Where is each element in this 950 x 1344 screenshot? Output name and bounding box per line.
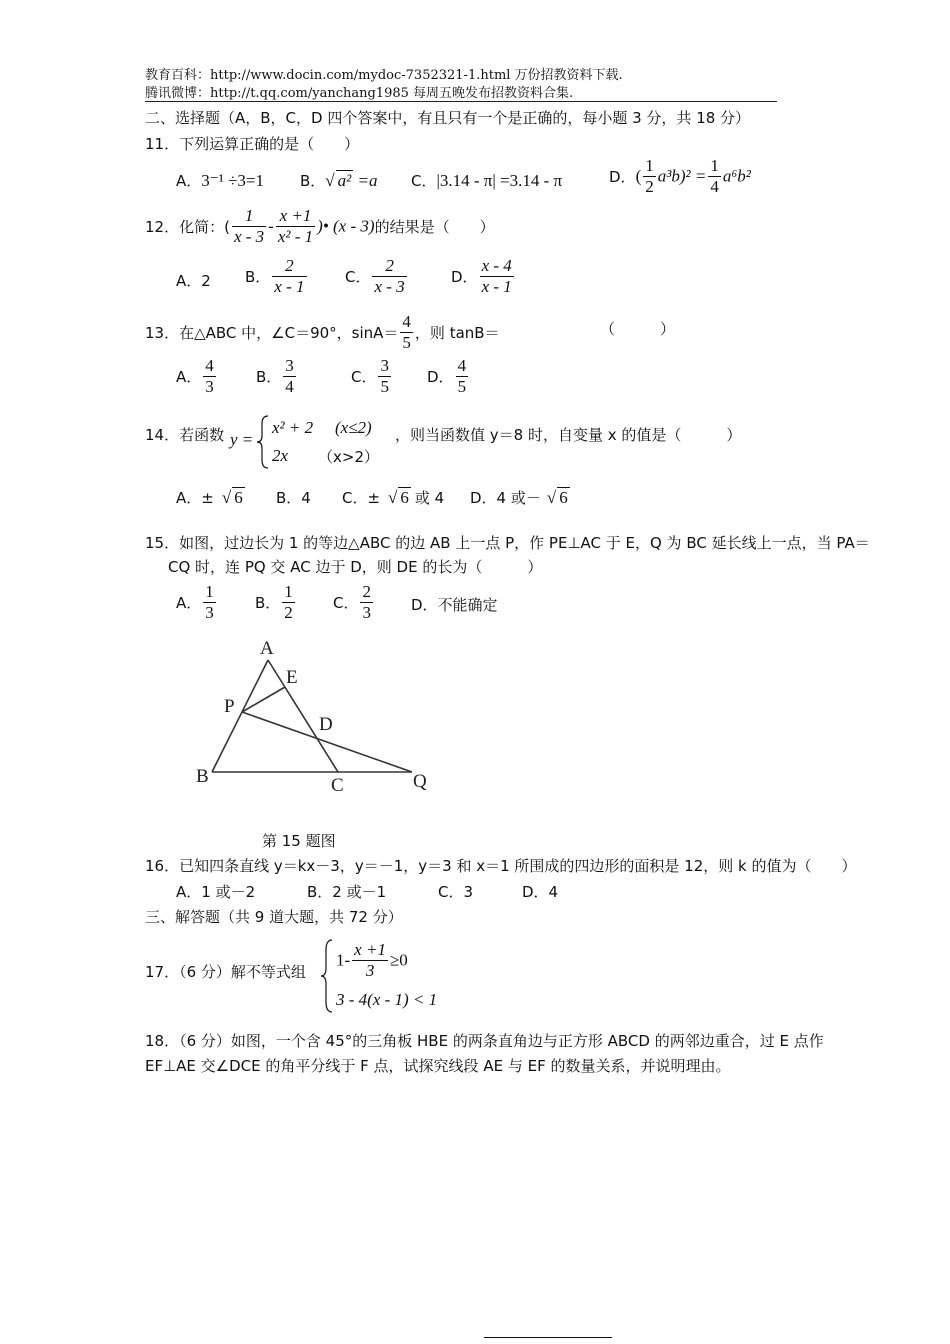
q14-c-tail: 或 4 xyxy=(414,489,445,507)
q13-option-d xyxy=(427,356,470,397)
q14-stem-end: ，则当函数值 y＝8 时，自变量 x 的值是（ ） xyxy=(395,426,742,444)
q13-option-b xyxy=(256,356,298,397)
q17-stem: 17．（6 分）解不等式组 xyxy=(145,963,306,981)
q12-f2-den: x² - 1 xyxy=(277,227,314,246)
q11-stem: 11．下列运算正确的是（ ） xyxy=(145,135,360,153)
footer-rule xyxy=(484,1337,612,1338)
q12-stem-end: )• (x - 3) xyxy=(317,216,375,236)
q15-c-den: 3 xyxy=(362,603,371,622)
q15-option-b xyxy=(255,582,297,623)
q15-c-label: C． xyxy=(333,594,359,612)
q11-option-d xyxy=(609,156,751,197)
q12-minus: - xyxy=(268,216,274,236)
q11-d-end: a⁶b² xyxy=(722,166,751,186)
q16-option-b: B．2 或－1 xyxy=(307,883,387,901)
q12-b-num: 2 xyxy=(272,256,306,277)
q16-option-a: A．1 或－2 xyxy=(176,883,256,901)
q12-b-label: B． xyxy=(245,268,271,286)
q11-d-den2: 4 xyxy=(710,177,719,196)
q14-d-rad: 6 xyxy=(559,488,568,507)
fig-label-b: B xyxy=(196,766,209,787)
q14-cond1: (x≤2) xyxy=(335,418,372,437)
q11-d-den: 2 xyxy=(645,177,654,196)
fig-label-a: A xyxy=(260,638,274,659)
q14-option-c: C．± √ 6 或 4 xyxy=(342,488,445,507)
q14-cond2: （x>2） xyxy=(318,448,379,466)
q11-b-rest: =a xyxy=(353,171,378,190)
q13-option-c xyxy=(351,356,393,397)
q17-l1-end: ≥0 xyxy=(389,950,408,970)
q11-d-label: D． xyxy=(609,168,636,186)
q18-line-2: EF⊥AE 交∠DCE 的角平分线于 F 点，试探究线段 AE 与 EF 的数量关系，并说明理由。 xyxy=(145,1057,731,1075)
q15-option-c xyxy=(333,582,375,623)
q12-d-num: x - 4 xyxy=(481,256,512,275)
q11-option-c xyxy=(411,170,562,191)
q12-stem-start: 12．化简：( xyxy=(145,218,230,236)
fig-label-q: Q xyxy=(413,771,427,792)
q12-c-num: 2 xyxy=(372,256,406,277)
q12-f2-num: x +1 xyxy=(276,206,315,227)
q16-option-c: C．3 xyxy=(438,883,474,901)
q15-a-den: 3 xyxy=(205,603,214,622)
q12-stem-tail: 的结果是（ ） xyxy=(374,218,495,236)
q13-stem xyxy=(145,312,500,353)
q12-c-label: C． xyxy=(345,268,371,286)
q14-a-label: A．± xyxy=(176,489,214,507)
q11-a-label: A． xyxy=(176,172,202,190)
q11-b-label: B． xyxy=(300,172,326,190)
q13-s-den: 5 xyxy=(402,333,411,352)
q18-line-1: 18．（6 分）如图，一个含 45°的三角板 HBE 的两条直角边与正方形 ABCD 的两邻边重合，过 E 点作 xyxy=(145,1032,824,1050)
q15-c-num: 2 xyxy=(362,582,371,601)
q12-option-c xyxy=(345,256,409,297)
q13-b-label: B． xyxy=(256,368,282,386)
q17-line-2: 3 - 4(x - 1) < 1 xyxy=(336,990,438,1009)
q15-a-num: 1 xyxy=(205,582,214,601)
q13-option-a xyxy=(176,356,218,397)
q12-d-label: D． xyxy=(451,268,478,286)
q13-c-den: 5 xyxy=(380,377,389,396)
q15-option-d: D．不能确定 xyxy=(411,596,498,614)
q14-a-rad: 6 xyxy=(234,488,243,507)
q11-d-open: ( xyxy=(635,166,642,186)
fig-label-e: E xyxy=(286,667,298,688)
fig-label-d: D xyxy=(319,714,333,735)
q11-option-a xyxy=(176,170,264,191)
q13-d-label: D． xyxy=(427,368,454,386)
section-2-title: 二、选择题（A，B，C，D 四个答案中，有且只有一个是正确的，每小题 3 分，共 18 分） xyxy=(145,109,751,127)
q12-f1-num: 1 xyxy=(232,206,266,227)
q11-d-mid: a³b)² = xyxy=(657,166,707,186)
q11-a-expr: 3⁻¹ ÷3=1 xyxy=(201,171,265,190)
q14-c-label: C．± xyxy=(342,489,381,507)
q13-a-label: A． xyxy=(176,368,202,386)
fig-label-c: C xyxy=(331,775,344,796)
q13-paren: （ ） xyxy=(600,320,676,338)
header-line-1: 教育百科：http://www.docin.com/mydoc-7352321-1.html 万份招教资料下载. xyxy=(145,68,623,83)
q11-d-num2: 1 xyxy=(710,156,719,175)
q13-s-num: 4 xyxy=(402,312,411,331)
q15-b-den: 2 xyxy=(284,603,293,622)
section-3-title: 三、解答题（共 9 道大题，共 72 分） xyxy=(145,908,403,926)
q13-c-label: C． xyxy=(351,368,377,386)
q12-d-den: x - 1 xyxy=(481,277,512,296)
q13-stem-start: 13．在△ABC 中，∠C＝90°，sinA＝ xyxy=(145,324,399,342)
q13-b-den: 4 xyxy=(285,377,294,396)
header-line-2: 腾讯微博：http://t.qq.com/yanchang1985 每周五晚发布招教资料合集. xyxy=(145,86,574,101)
q14-case1: x² + 2 xyxy=(272,418,314,437)
q11-d-num: 1 xyxy=(645,156,654,175)
q15-stem-line-1: 15．如图，过边长为 1 的等边△ABC 的边 AB 上一点 P，作 PE⊥AC 于 E，Q 为 BC 延长线上一点，当 PA＝ xyxy=(145,534,870,552)
q14-stem-start: 14．若函数 xyxy=(145,426,225,444)
q15-figure xyxy=(190,632,440,800)
q15-b-num: 1 xyxy=(284,582,293,601)
fig-side-ab xyxy=(212,660,268,772)
q14-option-a: A．± √ 6 xyxy=(176,488,243,507)
q14-y: y = xyxy=(230,430,254,449)
q12-b-den: x - 1 xyxy=(274,277,305,296)
q11-c-expr: |3.14 - π| =3.14 - π xyxy=(436,171,563,190)
q14-option-d: D．4 或－ √ 6 xyxy=(470,488,568,507)
q12-option-d xyxy=(451,256,516,297)
q12-option-a: A．2 xyxy=(176,272,211,290)
q11-b-radicand: a² xyxy=(337,171,352,190)
q14-brace xyxy=(256,414,270,470)
q15-b-label: B． xyxy=(255,594,281,612)
q13-a-num: 4 xyxy=(205,356,214,375)
q14-option-b: B．4 xyxy=(276,489,311,507)
q15-option-a xyxy=(176,582,218,623)
q17-l1-den: 3 xyxy=(365,961,375,980)
q13-d-den: 5 xyxy=(457,377,467,396)
q15-caption: 第 15 题图 xyxy=(262,832,336,850)
q15-stem-line-2: CQ 时，连 PQ 交 AC 边于 D，则 DE 的长为（ ） xyxy=(168,558,543,576)
q14-c-rad: 6 xyxy=(400,488,409,507)
q11-c-label: C． xyxy=(411,172,437,190)
q17-line-1 xyxy=(336,940,408,981)
header-rule xyxy=(145,101,777,102)
q16-stem: 16．已知四条直线 y＝kx－3，y＝－1，y＝3 和 x＝1 所围成的四边形的面积是 12，则 k 的值为（ ） xyxy=(145,857,857,875)
q12-option-b xyxy=(245,256,309,297)
fig-label-p: P xyxy=(224,696,235,717)
q13-stem-end: ，则 tanB＝ xyxy=(414,324,500,342)
q14-d-label: D．4 或－ xyxy=(470,489,541,507)
q12-stem xyxy=(145,206,495,247)
q15-a-label: A． xyxy=(176,594,202,612)
q13-a-den: 3 xyxy=(205,377,214,396)
q11-option-b: B．√ a² =a xyxy=(300,171,378,190)
q14-case2: 2x xyxy=(272,446,289,465)
q16-option-d: D．4 xyxy=(522,883,559,901)
q17-l1-start: 1- xyxy=(336,950,351,970)
q13-b-num: 3 xyxy=(285,356,294,375)
q17-l1-num: x +1 xyxy=(354,940,386,959)
q17-brace xyxy=(320,938,334,1014)
q13-c-num: 3 xyxy=(380,356,389,375)
q13-d-num: 4 xyxy=(457,356,467,375)
q12-c-den: x - 3 xyxy=(374,277,405,296)
q12-f1-den: x - 3 xyxy=(233,227,265,246)
